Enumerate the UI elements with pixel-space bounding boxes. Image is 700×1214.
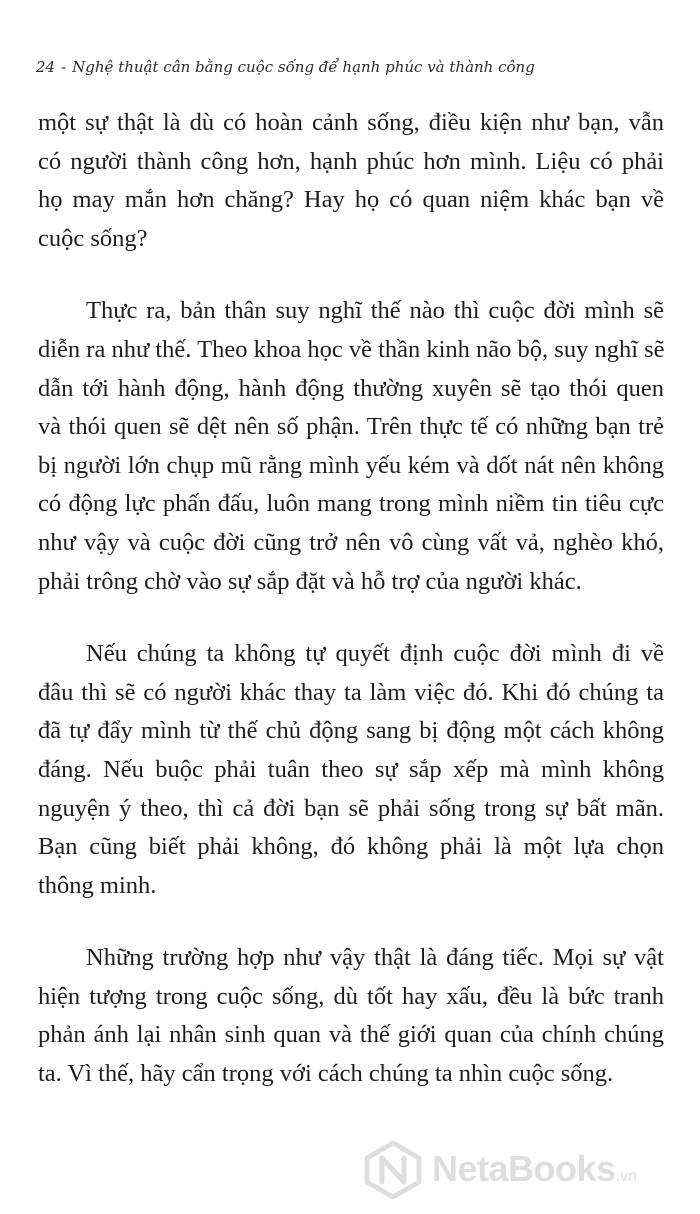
text-line: một sự thật là dù có hoàn cảnh sống, điều kiện như bạn, vẫn [38, 109, 664, 136]
paragraph-gap [38, 905, 664, 939]
paragraph-gap [38, 258, 664, 292]
text-line: Thực ra, bản thân suy nghĩ thế nào thì cuộc đời mình sẽ [86, 297, 664, 325]
paragraph-4 [38, 939, 664, 1093]
paragraph-3 [38, 635, 664, 905]
text-line: cuộc sống? [38, 224, 148, 252]
header-separator: - [61, 58, 67, 76]
text-line: ta. Vì thế, hãy cẩn trọng với cách chúng ta nhìn cuộc sống. [38, 1060, 614, 1088]
text-line: phản ánh lại nhân sinh quan và thế giới quan của chính chúng [38, 1021, 664, 1049]
body-text [38, 104, 664, 1094]
text-line: có động lực phấn đấu, luôn mang trong mình niềm tin tiêu cực [38, 490, 664, 518]
text-line: thông minh. [38, 871, 157, 899]
text-line: dẫn tới hành động, hành động thường xuyên sẽ tạo thói quen [38, 374, 664, 402]
text-line: đã tự đẩy mình từ thế chủ động sang bị động một cách không [38, 717, 664, 745]
netabooks-watermark [362, 1140, 682, 1200]
netabooks-logo-icon [362, 1140, 424, 1200]
text-line: phải trông chờ vào sự sắp đặt và hỗ trợ của người khác. [38, 567, 582, 595]
page-number: 24 [36, 58, 56, 76]
text-line: họ may mắn hơn chăng? Hay họ có quan niệm khác bạn về [38, 186, 664, 214]
watermark-text [432, 1148, 637, 1190]
text-line: đáng. Nếu buộc phải tuân theo sự sắp xếp mà mình không [38, 755, 664, 783]
text-line: nguyện ý theo, thì cả đời bạn sẽ phải sống trong sự bất mãn. [38, 794, 664, 822]
watermark-brand: NetaBooks [432, 1148, 616, 1189]
watermark-tld: .vn [615, 1168, 637, 1185]
paragraph-gap [38, 601, 664, 635]
paragraph-2 [38, 292, 664, 601]
text-line: như vậy và cuộc đời cũng trở nên vô cùng vất vả, nghèo khó, [38, 528, 664, 556]
paragraph-1 [38, 104, 664, 258]
text-line: có người thành công hơn, hạnh phúc hơn mình. Liệu có phải [38, 147, 664, 175]
text-line: Nếu chúng ta không tự quyết định cuộc đời mình đi về [86, 640, 664, 668]
text-line: Những trường hợp như vậy thật là đáng tiếc. Mọi sự vật [86, 944, 664, 972]
text-line: hiện tượng trong cuộc sống, dù tốt hay xấu, đều là bức tranh [38, 982, 664, 1010]
text-line: và thói quen sẽ dệt nên số phận. Trên thực tế có những bạn trẻ [38, 413, 664, 441]
running-header [36, 58, 656, 76]
text-line: Bạn cũng biết phải không, đó không phải là một lựa chọn [38, 833, 664, 861]
text-line: bị người lớn chụp mũ rằng mình yếu kém và dốt nát nên không [38, 451, 664, 479]
book-title: Nghệ thuật cân bằng cuộc sống để hạnh phúc và thành công [72, 58, 535, 76]
text-line: đâu thì sẽ có người khác thay ta làm việc đó. Khi đó chúng ta [38, 678, 664, 706]
text-line: diễn ra như thế. Theo khoa học về thần kinh não bộ, suy nghĩ sẽ [38, 335, 665, 363]
